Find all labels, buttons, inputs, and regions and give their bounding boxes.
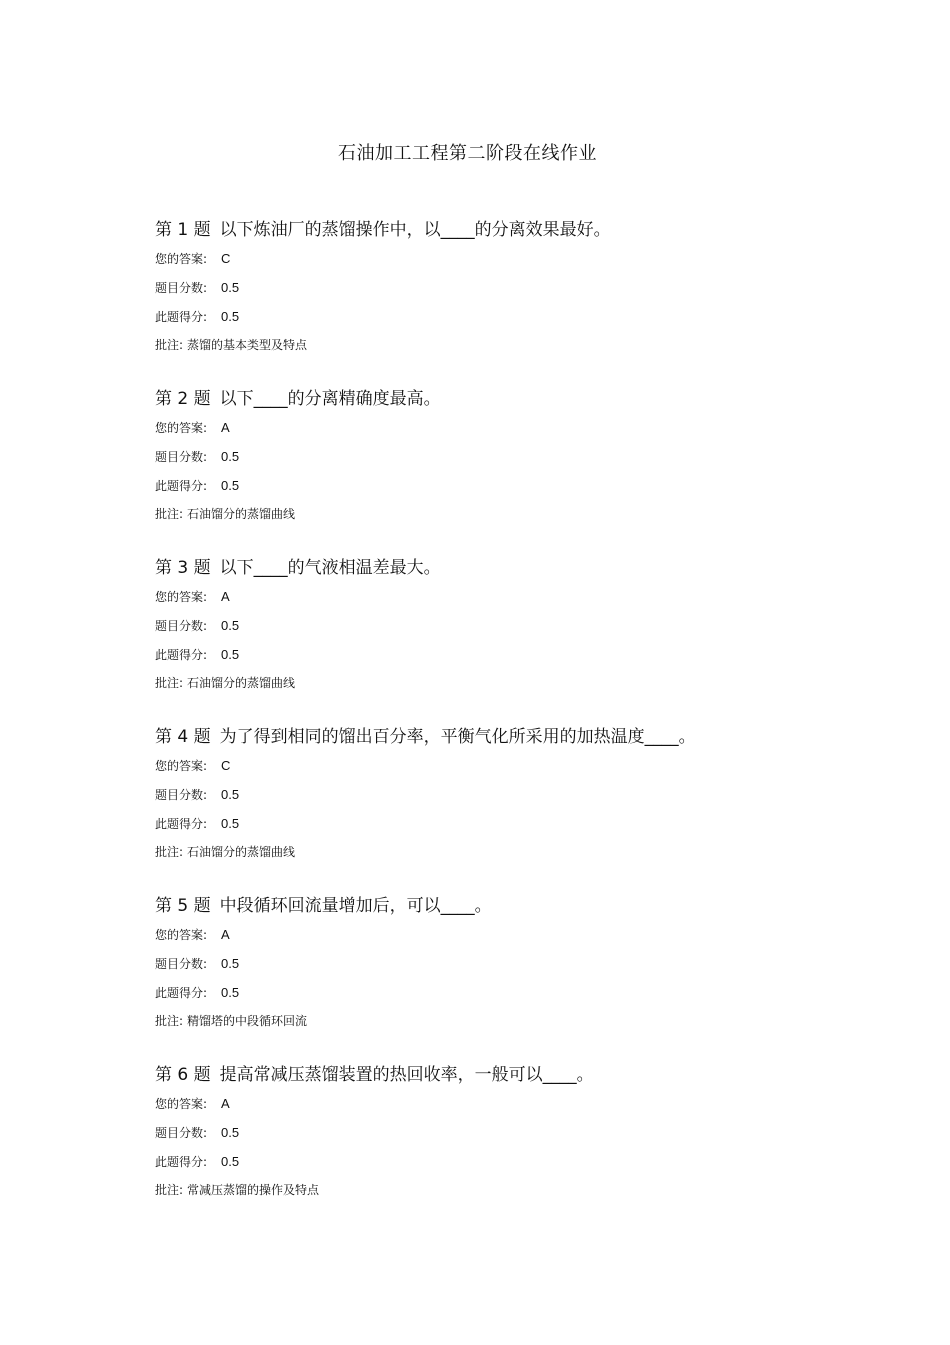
comment-row bbox=[155, 838, 875, 867]
max-score-value: 0.5 bbox=[221, 449, 240, 464]
comment-row bbox=[155, 1007, 875, 1036]
answer-row bbox=[155, 413, 875, 442]
question-text: 提高常减压蒸馏装置的热回收率，一般可以____。 bbox=[219, 1065, 594, 1085]
answer-value: C bbox=[221, 251, 231, 266]
question-heading bbox=[155, 554, 875, 582]
earned-score-row bbox=[155, 640, 875, 669]
comment-text: 精馏塔的中段循环回流 bbox=[187, 1014, 308, 1028]
comment-text: 石油馏分的蒸馏曲线 bbox=[187, 676, 296, 690]
comment-label: 批注: bbox=[155, 676, 184, 690]
max-score-value: 0.5 bbox=[221, 280, 240, 295]
answer-label: 您的答案: bbox=[155, 252, 208, 266]
max-score-row bbox=[155, 611, 875, 640]
earned-score-value: 0.5 bbox=[221, 816, 240, 831]
answer-value: A bbox=[221, 420, 230, 435]
question-text: 中段循环回流量增加后，可以____。 bbox=[219, 896, 492, 916]
max-score-row bbox=[155, 1118, 875, 1147]
answer-label: 您的答案: bbox=[155, 590, 208, 604]
max-score-label: 题目分数: bbox=[155, 957, 208, 971]
question-number: 第 1 题 bbox=[155, 220, 211, 240]
earned-score-row bbox=[155, 1147, 875, 1176]
answer-row bbox=[155, 244, 875, 273]
answer-row bbox=[155, 920, 875, 949]
comment-row bbox=[155, 500, 875, 529]
earned-score-label: 此题得分: bbox=[155, 648, 208, 662]
comment-label: 批注: bbox=[155, 1014, 184, 1028]
earned-score-label: 此题得分: bbox=[155, 817, 208, 831]
earned-score-label: 此题得分: bbox=[155, 1155, 208, 1169]
earned-score-label: 此题得分: bbox=[155, 986, 208, 1000]
question-number: 第 3 题 bbox=[155, 558, 211, 578]
question-text: 以下____的气液相温差最大。 bbox=[219, 558, 441, 578]
max-score-label: 题目分数: bbox=[155, 281, 208, 295]
answer-label: 您的答案: bbox=[155, 928, 208, 942]
earned-score-label: 此题得分: bbox=[155, 479, 208, 493]
answer-row bbox=[155, 751, 875, 780]
max-score-value: 0.5 bbox=[221, 618, 240, 633]
max-score-row bbox=[155, 949, 875, 978]
earned-score-label: 此题得分: bbox=[155, 310, 208, 324]
question-number: 第 2 题 bbox=[155, 389, 211, 409]
question-1 bbox=[155, 216, 875, 385]
comment-label: 批注: bbox=[155, 507, 184, 521]
question-heading bbox=[155, 892, 875, 920]
question-3 bbox=[155, 554, 875, 723]
max-score-label: 题目分数: bbox=[155, 619, 208, 633]
question-number: 第 6 题 bbox=[155, 1065, 211, 1085]
question-5 bbox=[155, 892, 875, 1061]
answer-value: A bbox=[221, 589, 230, 604]
earned-score-value: 0.5 bbox=[221, 309, 240, 324]
question-2 bbox=[155, 385, 875, 554]
question-number: 第 5 题 bbox=[155, 896, 211, 916]
comment-row bbox=[155, 669, 875, 698]
comment-label: 批注: bbox=[155, 1183, 184, 1197]
max-score-label: 题目分数: bbox=[155, 788, 208, 802]
earned-score-row bbox=[155, 471, 875, 500]
max-score-row bbox=[155, 273, 875, 302]
comment-text: 蒸馏的基本类型及特点 bbox=[187, 338, 308, 352]
max-score-row bbox=[155, 442, 875, 471]
comment-text: 常减压蒸馏的操作及特点 bbox=[187, 1183, 320, 1197]
answer-row bbox=[155, 1089, 875, 1118]
comment-text: 石油馏分的蒸馏曲线 bbox=[187, 507, 296, 521]
earned-score-value: 0.5 bbox=[221, 478, 240, 493]
question-text: 以下炼油厂的蒸馏操作中，以____的分离效果最好。 bbox=[219, 220, 611, 240]
answer-label: 您的答案: bbox=[155, 421, 208, 435]
max-score-value: 0.5 bbox=[221, 1125, 240, 1140]
max-score-label: 题目分数: bbox=[155, 450, 208, 464]
question-heading bbox=[155, 216, 875, 244]
answer-label: 您的答案: bbox=[155, 759, 208, 773]
comment-label: 批注: bbox=[155, 845, 184, 859]
question-list bbox=[155, 216, 875, 1230]
page-title: 石油加工工程第二阶段在线作业 bbox=[338, 143, 597, 164]
earned-score-value: 0.5 bbox=[221, 1154, 240, 1169]
max-score-label: 题目分数: bbox=[155, 1126, 208, 1140]
answer-label: 您的答案: bbox=[155, 1097, 208, 1111]
answer-row bbox=[155, 582, 875, 611]
question-heading bbox=[155, 385, 875, 413]
comment-text: 石油馏分的蒸馏曲线 bbox=[187, 845, 296, 859]
earned-score-value: 0.5 bbox=[221, 647, 240, 662]
comment-label: 批注: bbox=[155, 338, 184, 352]
earned-score-row bbox=[155, 809, 875, 838]
question-heading bbox=[155, 723, 875, 751]
question-4 bbox=[155, 723, 875, 892]
max-score-value: 0.5 bbox=[221, 956, 240, 971]
comment-row bbox=[155, 331, 875, 360]
answer-value: C bbox=[221, 758, 231, 773]
comment-row bbox=[155, 1176, 875, 1205]
answer-value: A bbox=[221, 1096, 230, 1111]
question-heading bbox=[155, 1061, 875, 1089]
answer-value: A bbox=[221, 927, 230, 942]
earned-score-row bbox=[155, 302, 875, 331]
question-text: 为了得到相同的馏出百分率，平衡气化所采用的加热温度____。 bbox=[219, 727, 696, 747]
max-score-row bbox=[155, 780, 875, 809]
question-text: 以下____的分离精确度最高。 bbox=[219, 389, 441, 409]
max-score-value: 0.5 bbox=[221, 787, 240, 802]
question-number: 第 4 题 bbox=[155, 727, 211, 747]
earned-score-value: 0.5 bbox=[221, 985, 240, 1000]
question-6 bbox=[155, 1061, 875, 1230]
earned-score-row bbox=[155, 978, 875, 1007]
